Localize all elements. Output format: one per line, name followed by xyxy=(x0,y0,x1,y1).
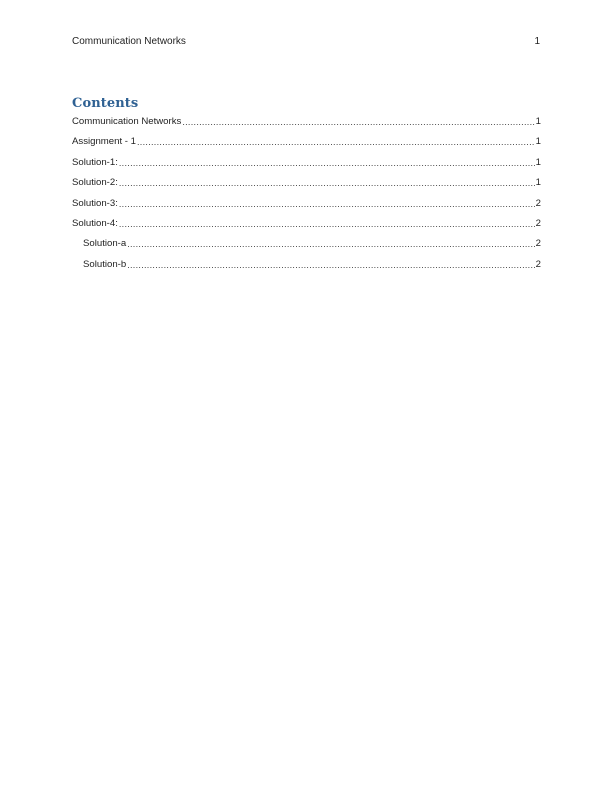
toc-dot-leader xyxy=(119,157,535,169)
toc-dot-leader xyxy=(137,136,535,148)
toc-entry-label: Communication Networks xyxy=(72,116,182,127)
toc-dot-leader xyxy=(119,218,535,230)
header-title: Communication Networks xyxy=(72,36,186,47)
toc-entry-page: 2 xyxy=(535,238,541,250)
toc-entry-solution-2[interactable] xyxy=(72,176,541,196)
toc-entry-page: 2 xyxy=(535,258,541,270)
toc-entry-page: 1 xyxy=(535,156,541,168)
toc-entry-solution-1[interactable] xyxy=(72,156,541,176)
page-header xyxy=(72,36,540,48)
toc-entry-label: Assignment - 1 xyxy=(72,136,136,148)
toc-dot-leader xyxy=(182,116,534,128)
toc-entry-communication-networks[interactable] xyxy=(72,115,541,135)
toc-entry-page: 1 xyxy=(535,136,541,148)
toc-entry-page: 1 xyxy=(535,177,541,189)
toc-entry-page: 2 xyxy=(535,217,541,229)
toc-dot-leader xyxy=(119,198,535,210)
toc-entry-label: Solution-1: xyxy=(72,156,118,168)
toc-entry-solution-a[interactable] xyxy=(72,237,541,257)
toc-entry-page: 1 xyxy=(535,116,541,127)
toc-dot-leader xyxy=(127,259,534,271)
toc-entry-solution-b[interactable] xyxy=(72,258,541,278)
table-of-contents xyxy=(72,115,541,278)
toc-entry-solution-3[interactable] xyxy=(72,197,541,217)
toc-entry-label: Solution-a xyxy=(83,238,127,250)
toc-entry-label: Solution-b xyxy=(83,258,127,270)
toc-entry-page: 2 xyxy=(535,197,541,209)
header-page-number: 1 xyxy=(534,36,540,47)
toc-entry-label: Solution-4: xyxy=(72,217,118,229)
toc-entry-solution-4[interactable] xyxy=(72,217,541,237)
toc-entry-assignment-1[interactable] xyxy=(72,135,541,155)
toc-entry-label: Solution-3: xyxy=(72,197,118,209)
toc-heading: Contents xyxy=(72,96,139,111)
toc-entry-label: Solution-2: xyxy=(72,177,118,189)
toc-dot-leader xyxy=(127,238,534,250)
toc-dot-leader xyxy=(119,177,535,189)
